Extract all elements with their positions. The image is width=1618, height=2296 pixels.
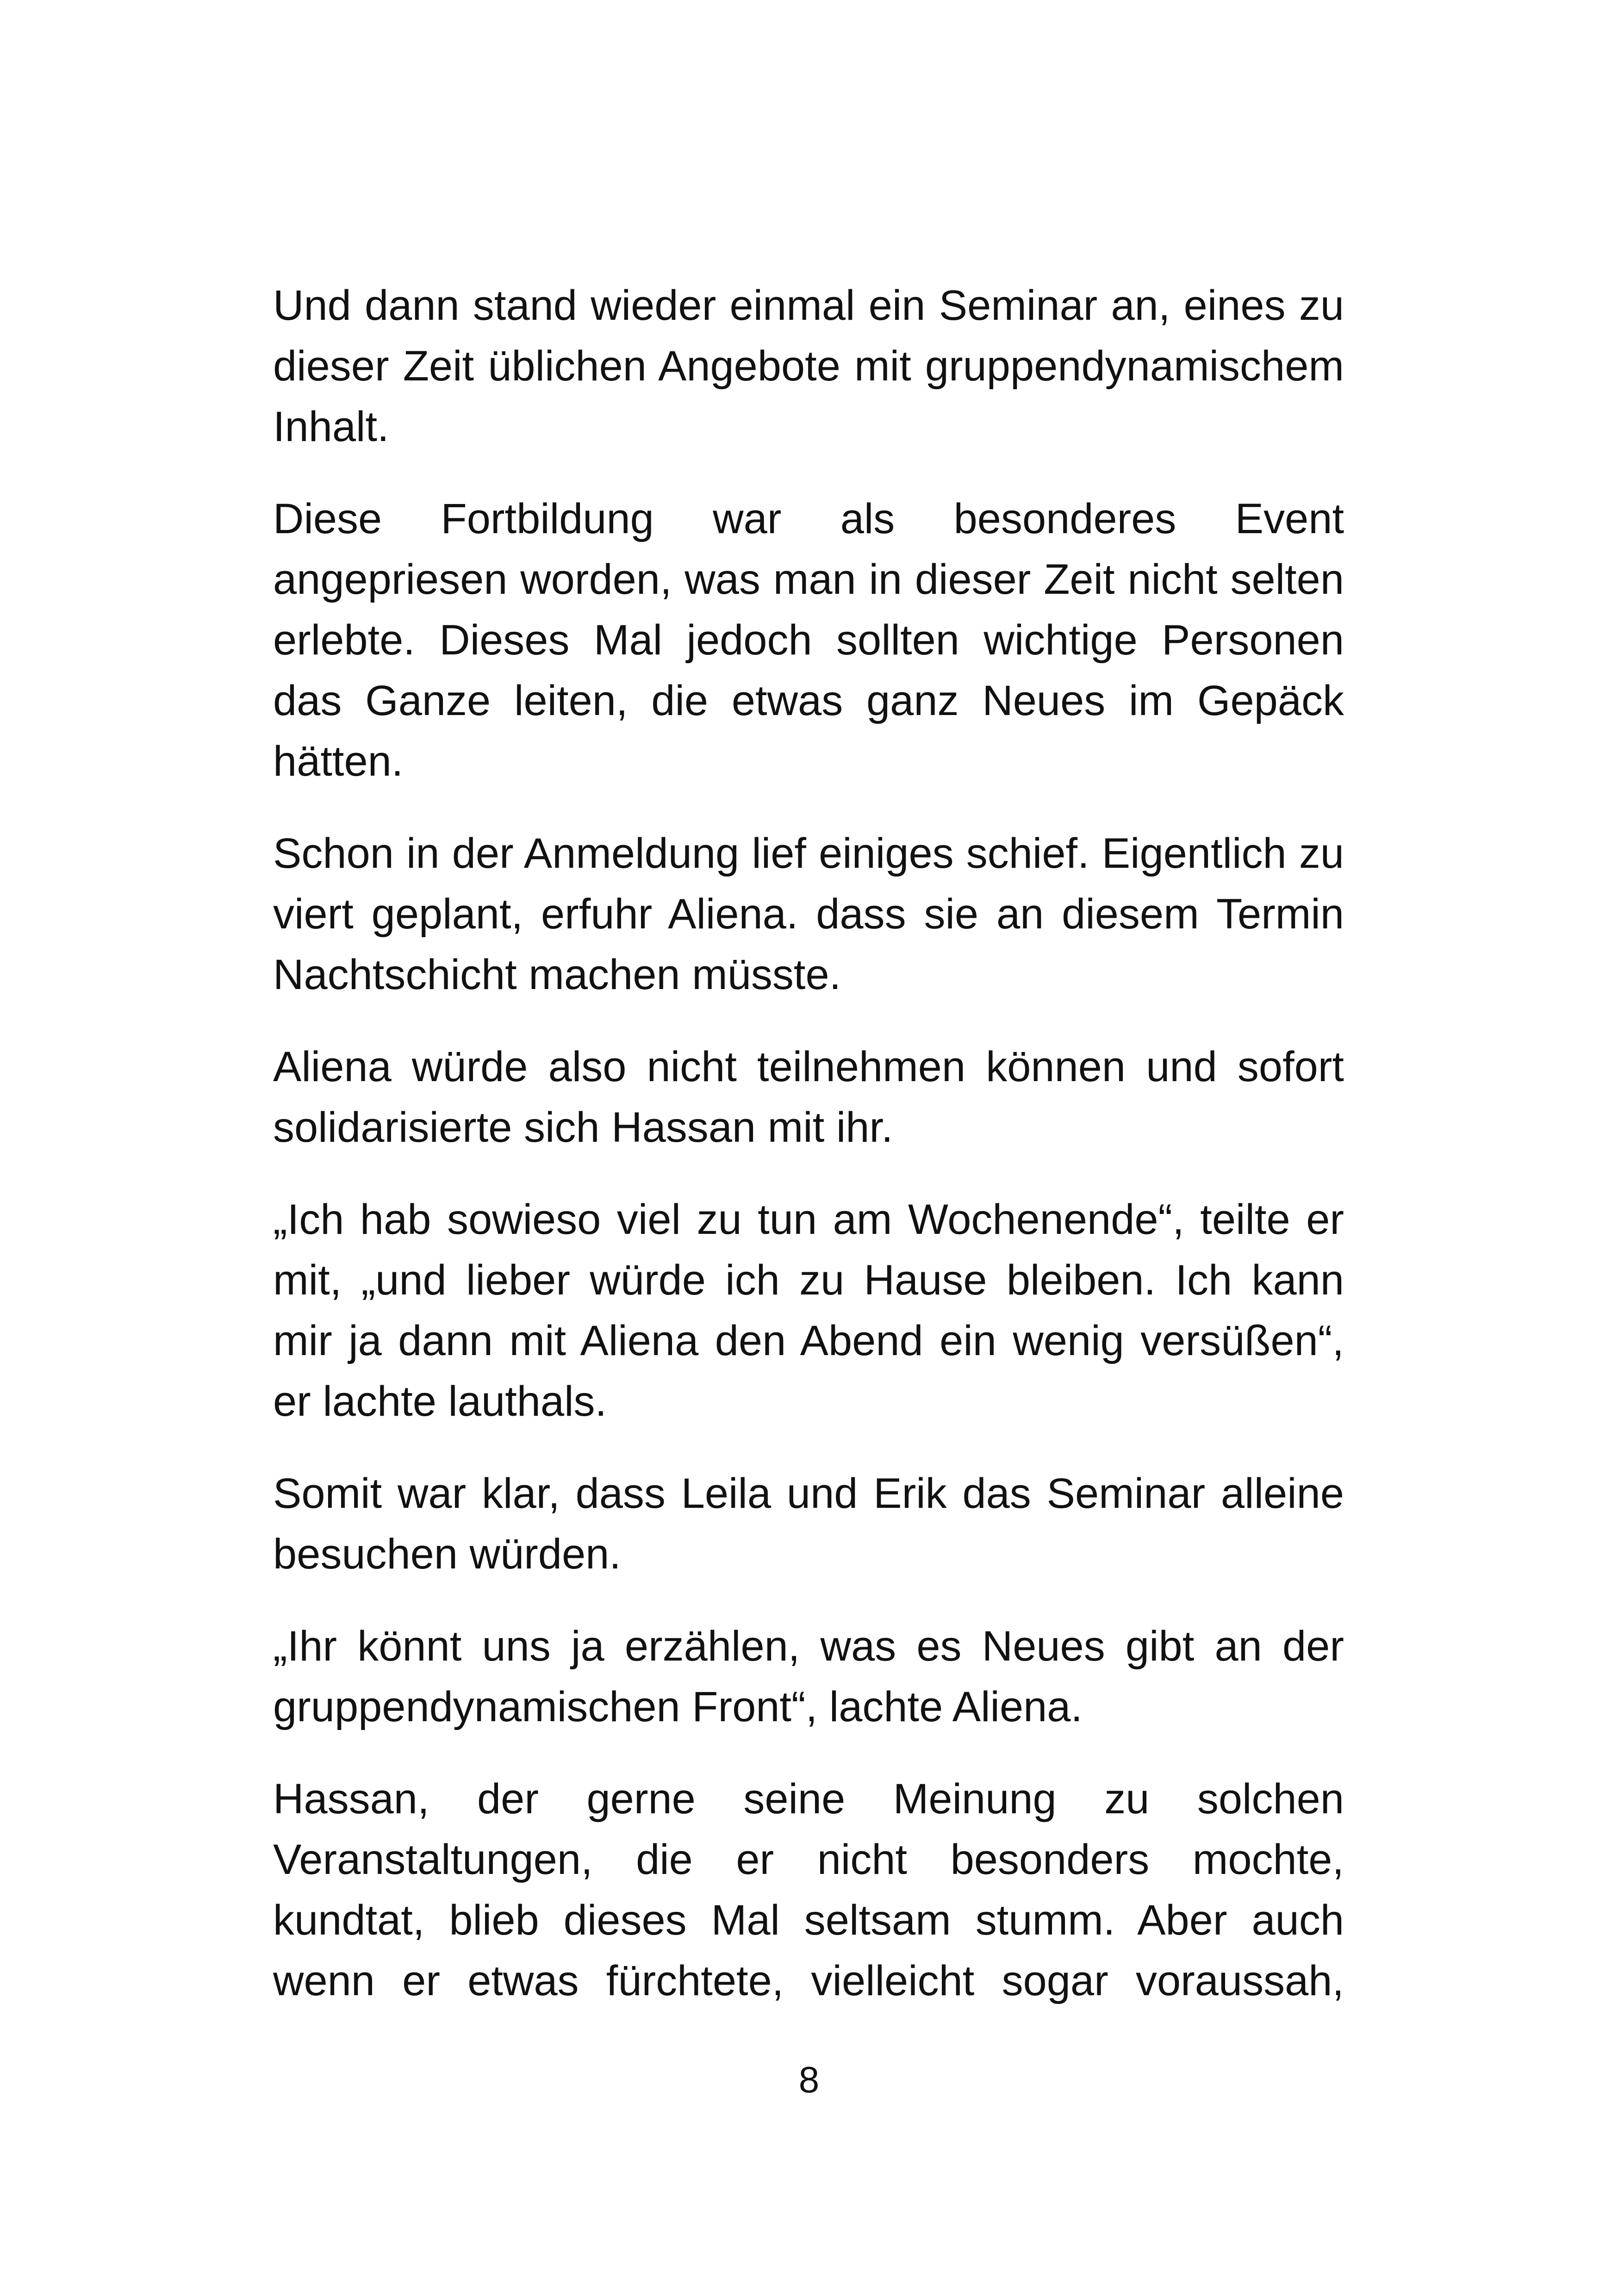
paragraph-3: Schon in der Anmeldung lief einiges schief. Eigentlich zu viert geplant, erfuhr Aliena. dass sie an diesem Termin Nachtschicht machen müsste. xyxy=(273,830,1344,998)
paragraph-2: Diese Fortbildung war als besonderes Event angepriesen worden, was man in dieser Zeit nicht selten erlebte. Dieses Mal jedoch sollten wichtige Personen das Ganze leiten, die etwas ganz Neues im Gepäck hätten. xyxy=(273,495,1344,785)
paragraph-1: Und dann stand wieder einmal ein Seminar an, eines zu dieser Zeit üblichen Angebote mit gruppendynamischem Inhalt. xyxy=(273,282,1344,450)
paragraph-8: Hassan, der gerne seine Meinung zu solchen Veranstaltungen, die er nicht besonders mochte, kundtat, blieb dieses Mal seltsam stumm. Aber auch wenn er etwas fürchtete, vielleicht sogar voraussah, xyxy=(273,1775,1344,2004)
page-number: 8 xyxy=(798,2059,820,2100)
body-text xyxy=(273,275,1344,2011)
paragraph-5: „Ich hab sowieso viel zu tun am Wochenende“, teilte er mit, „und lieber würde ich zu Hause bleiben. Ich kann mir ja dann mit Aliena den Abend ein wenig versüßen“, er lachte lauthals. xyxy=(273,1196,1344,1425)
paragraph-7: „Ihr könnt uns ja erzählen, was es Neues gibt an der gruppendynamischen Front“, lachte Aliena. xyxy=(273,1623,1344,1730)
paragraph-4: Aliena würde also nicht teilnehmen können und sofort solidarisierte sich Hassan mit ihr. xyxy=(273,1043,1344,1151)
paragraph-6: Somit war klar, dass Leila und Erik das Seminar alleine besuchen würden. xyxy=(273,1470,1344,1578)
